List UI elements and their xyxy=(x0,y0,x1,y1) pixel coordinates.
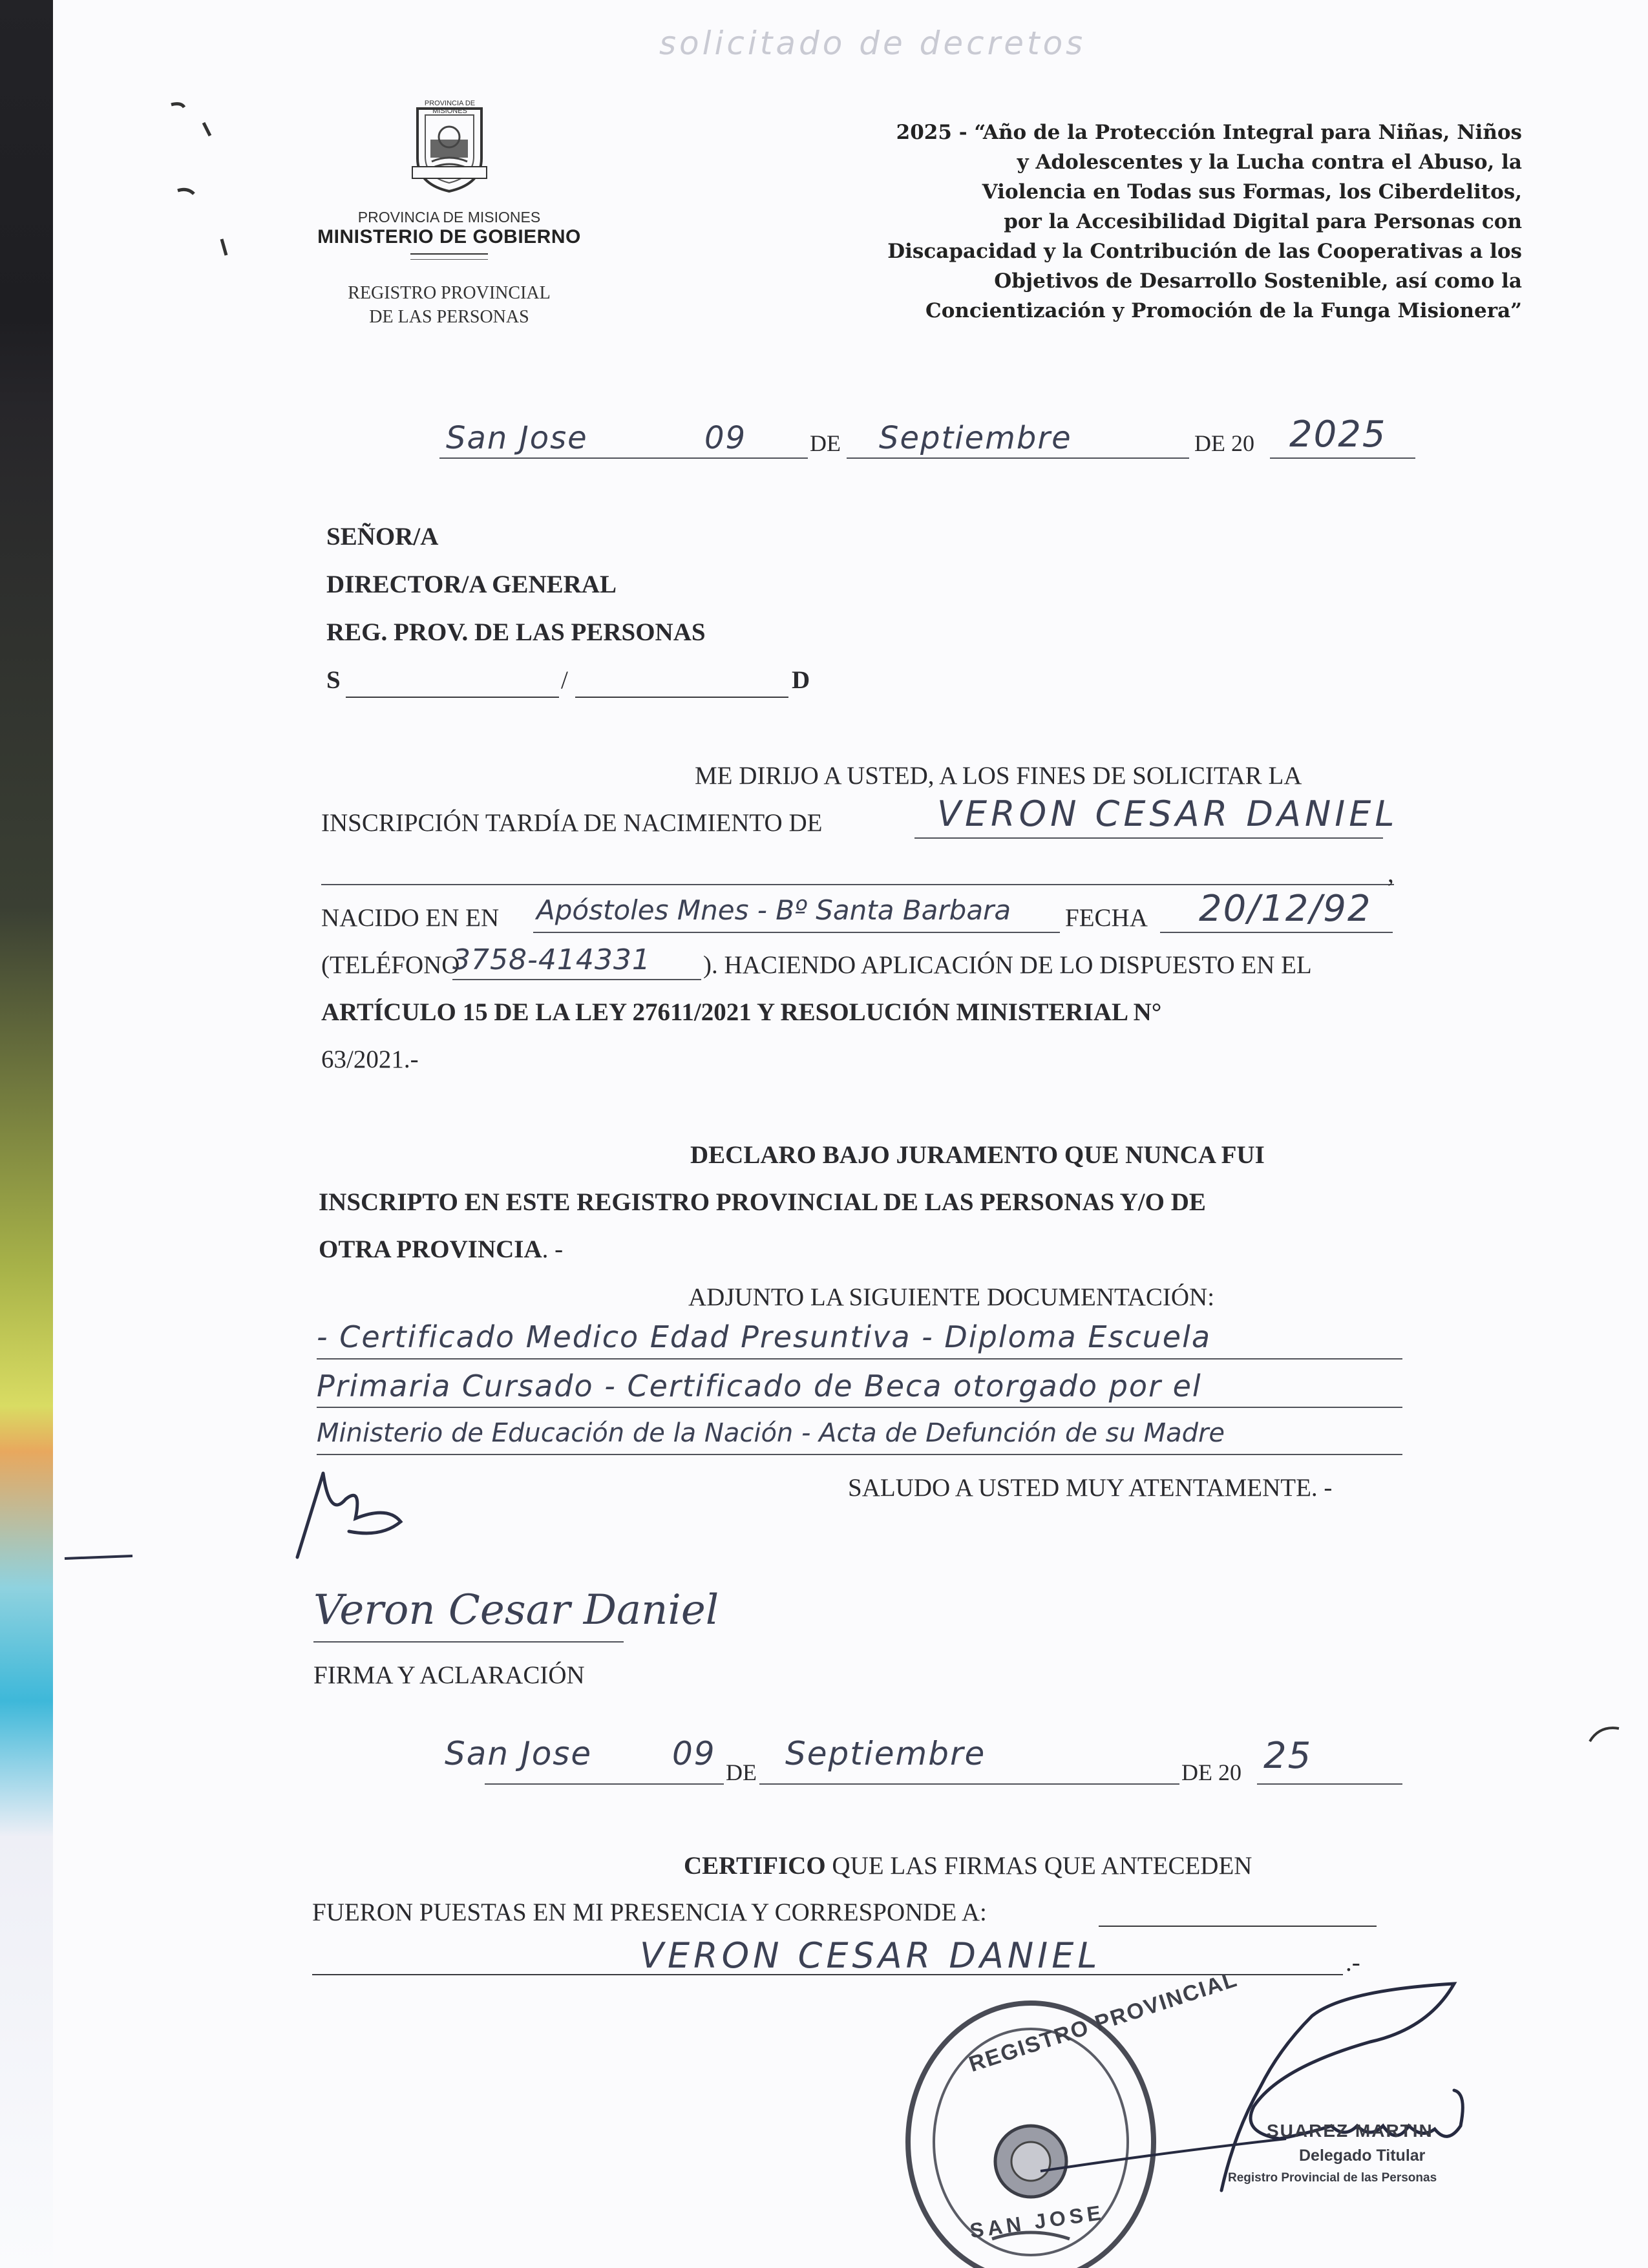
phone-line xyxy=(452,979,701,980)
certified-name-line xyxy=(312,1974,1343,1975)
official-name: SUAREZ MARTIN xyxy=(1267,2121,1433,2141)
faint-handwritten-note: solicitado de decretos xyxy=(659,25,1086,62)
province-name: PROVINCIA DE MISIONES xyxy=(357,209,541,226)
document-item-line: Ministerio de Educación de la Nación - Acta de Defunción de su Madre xyxy=(317,1418,1225,1448)
date2-de-year: DE 20 xyxy=(1181,1759,1241,1785)
motto-line: Concientización y Promoción de la Funga Misionera” xyxy=(925,299,1522,322)
official-motto xyxy=(759,118,1522,326)
date2-day-line xyxy=(485,1783,724,1785)
telefono-label: (TELÉFONO xyxy=(321,951,460,979)
telefono-rest: ). HACIENDO APLICACIÓN DE LO DISPUESTO EN EL xyxy=(703,951,1312,979)
addressee-line-left xyxy=(346,697,559,698)
stamp-ring-text: REGISTRO PROVINCIAL xyxy=(966,1966,1241,2077)
document-line-rule xyxy=(317,1358,1402,1360)
birthplace-line xyxy=(533,932,1060,933)
seal-label: PROVINCIA DE MISIONES xyxy=(424,100,476,115)
motto-line: Discapacidad y la Contribución de las Cooperativas a los xyxy=(887,240,1522,263)
date1-de: DE xyxy=(810,430,841,456)
phone-number: 3758-414331 xyxy=(452,943,651,976)
declaro-line-1: DECLARO BAJO JURAMENTO QUE NUNCA FUI xyxy=(690,1141,1265,1169)
date1-month: Septiembre xyxy=(879,420,1072,456)
addressee-d: D xyxy=(792,666,810,694)
date1-day: 09 xyxy=(704,420,747,456)
motto-line: Objetivos de Desarrollo Sostenible, así como la xyxy=(994,269,1522,293)
addressee-role: DIRECTOR/A GENERAL xyxy=(326,571,617,598)
certifico-word: CERTIFICO xyxy=(684,1852,826,1880)
addressee-office: REG. PROV. DE LAS PERSONAS xyxy=(326,618,706,646)
applicant-name: VERON CESAR DANIEL xyxy=(937,793,1399,834)
applicant-name-line xyxy=(914,837,1383,839)
registry-line-2: DE LAS PERSONAS xyxy=(369,307,529,327)
date1-year: 2025 xyxy=(1289,414,1387,456)
document-item-line: Primaria Cursado - Certificado de Beca otorgado por el xyxy=(317,1369,1202,1403)
date1-de-year: DE 20 xyxy=(1194,430,1254,456)
request-line-2: INSCRIPCIÓN TARDÍA DE NACIMIENTO DE xyxy=(321,809,823,837)
applicant-name-line-2 xyxy=(321,884,1394,885)
certifico-line-2: FUERON PUESTAS EN MI PRESENCIA Y CORRESPONDE A: xyxy=(312,1898,987,1926)
document-line-rule xyxy=(317,1407,1402,1408)
birth-date-line xyxy=(1160,932,1393,933)
motto-line: y Adolescentes y la Lucha contra el Abuso, la xyxy=(1017,151,1522,174)
stamp-bottom-text: SAN JOSE xyxy=(968,2200,1106,2243)
articulo-line: ARTÍCULO 15 DE LA LEY 27611/2021 Y RESOLUCIÓN MINISTERIAL N° xyxy=(321,998,1162,1026)
date1-day-line xyxy=(439,457,808,459)
certifico-name-line xyxy=(1099,1926,1377,1927)
firma-label: FIRMA Y ACLARACIÓN xyxy=(313,1661,585,1689)
date2-place: San Jose xyxy=(445,1735,593,1772)
addressee-title: SEÑOR/A xyxy=(326,523,439,551)
date2-month-line xyxy=(759,1783,1179,1785)
certifico-line-1 xyxy=(684,1851,1252,1880)
resolucion-line: 63/2021.- xyxy=(321,1045,419,1073)
birthplace: Apóstoles Mnes - Bº Santa Barbara xyxy=(536,894,1011,926)
certified-name: VERON CESAR DANIEL xyxy=(640,1935,1101,1976)
province-coat-of-arms-icon xyxy=(406,97,493,194)
margin-tick xyxy=(1587,1722,1625,1748)
date2-de: DE xyxy=(726,1759,757,1785)
certifico-end: .- xyxy=(1346,1949,1360,1977)
document-item-line: - Certificado Medico Edad Presuntiva - Diploma Escuela xyxy=(317,1319,1212,1354)
certifico-rest: QUE LAS FIRMAS QUE ANTECEDEN xyxy=(825,1852,1252,1880)
header-divider-thin xyxy=(410,259,488,260)
document-page xyxy=(53,0,1648,2268)
official-signature xyxy=(1008,1977,1519,2203)
birth-date: 20/12/92 xyxy=(1199,888,1372,930)
saludo: SALUDO A USTED MUY ATENTAMENTE. - xyxy=(848,1474,1333,1502)
official-office: Registro Provincial de las Personas xyxy=(1228,2171,1437,2185)
header-divider xyxy=(410,253,488,255)
comma: , xyxy=(1388,860,1394,888)
date2-month: Septiembre xyxy=(785,1735,986,1772)
declaro-line-3-text: OTRA PROVINCIA xyxy=(319,1235,542,1263)
initials-scribble xyxy=(284,1460,414,1564)
addressee-s: S xyxy=(326,666,341,694)
fecha-label: FECHA xyxy=(1065,904,1148,932)
motto-line: 2025 - “Año de la Protección Integral para Niñas, Niños xyxy=(896,121,1522,144)
registry-line-1: REGISTRO PROVINCIAL xyxy=(348,283,551,303)
date2-year-line xyxy=(1257,1783,1402,1785)
document-line-rule xyxy=(317,1454,1402,1455)
request-line-1: ME DIRIJO A USTED, A LOS FINES DE SOLICITAR LA xyxy=(695,762,1302,790)
official-title: Delegado Titular xyxy=(1299,2147,1426,2165)
applicant-signature: Veron Cesar Daniel xyxy=(313,1586,719,1634)
date1-year-line xyxy=(1270,457,1415,459)
adjunto-label: ADJUNTO LA SIGUIENTE DOCUMENTACIÓN: xyxy=(688,1283,1215,1311)
margin-mark xyxy=(61,1551,139,1564)
addressee-line-right xyxy=(575,697,788,698)
date2-day: 09 xyxy=(672,1735,716,1772)
date1-place: San Jose xyxy=(446,420,588,456)
declaro-line-2: INSCRIPTO EN ESTE REGISTRO PROVINCIAL DE LAS PERSONAS Y/O DE xyxy=(319,1188,1206,1216)
nacido-label: NACIDO EN EN xyxy=(321,904,500,932)
addressee-slash: / xyxy=(561,666,568,694)
punch-hole-marks xyxy=(165,97,242,265)
signature-line xyxy=(313,1641,624,1643)
motto-line: por la Accesibilidad Digital para Personas con xyxy=(1004,210,1522,233)
declaro-line-3-end: . - xyxy=(542,1235,564,1263)
date2-year: 25 xyxy=(1263,1735,1313,1777)
motto-line: Violencia en Todas sus Formas, los Ciberdelitos, xyxy=(982,180,1522,204)
ministry-name: MINISTERIO DE GOBIERNO xyxy=(317,226,581,247)
declaro-line-3 xyxy=(319,1235,563,1264)
scan-edge-strip xyxy=(0,0,53,2268)
date1-month-line xyxy=(847,457,1189,459)
